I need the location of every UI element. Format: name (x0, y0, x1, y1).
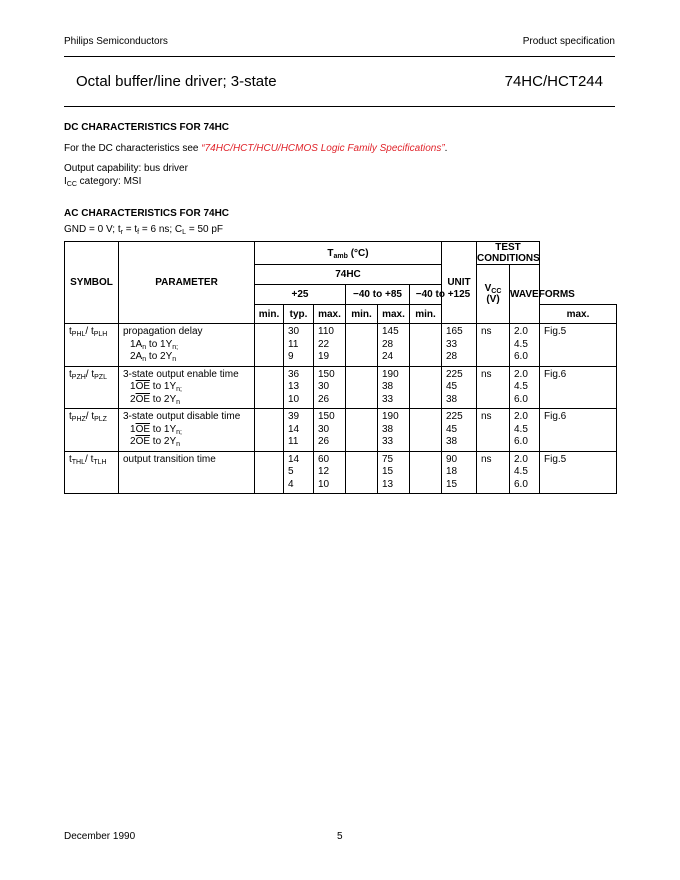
cond-part-4: = 50 pF (186, 224, 224, 235)
sym-sub-a: THL (71, 458, 86, 466)
test-conditions-header: TEST CONDITIONS (477, 242, 540, 264)
value: 2.0 (514, 411, 528, 422)
param-sub: n (176, 441, 181, 448)
symbol-header: SYMBOL (65, 242, 119, 324)
value: 11 (288, 338, 299, 350)
value: 14 (288, 453, 300, 465)
sym-sep: / t (85, 411, 95, 422)
vcc-cell (510, 409, 540, 452)
parameter-line-2 (123, 436, 250, 449)
symbol-cell (65, 451, 119, 494)
value: 33 (382, 393, 394, 405)
value: 18 (446, 466, 458, 477)
cond-part-3: = 6 ns; C (139, 224, 183, 235)
value: 30 (288, 326, 300, 337)
ac-characteristics-table (64, 241, 617, 494)
parameter-label: propagation delay (123, 326, 203, 337)
cond-part-1: GND = 0 V; t (64, 224, 121, 235)
max-85-header: max. (378, 305, 410, 324)
waveform-cell: Fig.6 (540, 366, 617, 409)
value: 15 (382, 466, 394, 477)
min-85-cell (346, 366, 378, 409)
max-125-cell (442, 409, 477, 452)
dc-heading: DC CHARACTERISTICS FOR 74HC (64, 122, 230, 133)
param-overline: $\overline{OE}$ (135, 393, 151, 405)
footer-date: December 1990 (64, 831, 136, 842)
max-125-cell (442, 324, 477, 367)
temp-125-header: −40 to +125 (410, 285, 477, 305)
symbol-cell (65, 366, 119, 409)
min-125-cell (410, 324, 442, 367)
vcc-cell (510, 324, 540, 367)
value: 26 (318, 436, 330, 447)
vcc-cell (510, 366, 540, 409)
parameter-line-2 (123, 351, 250, 364)
table-row (65, 409, 617, 452)
parameter-cell (119, 324, 255, 367)
param-overline: $\overline{OE}$ (135, 423, 151, 435)
cond-sub-l: L (182, 229, 187, 236)
cond-sub-f: f (137, 229, 140, 236)
vcc-cell (510, 451, 540, 494)
value: 22 (318, 338, 330, 350)
waveform-cell: Fig.6 (540, 409, 617, 452)
min-25-cell (255, 324, 284, 367)
value: 38 (446, 436, 458, 447)
param-overline: $\overline{OE}$ (135, 381, 151, 392)
waveforms-header: WAVEFORMS (510, 265, 540, 324)
param-part: to 1Y (150, 381, 177, 392)
tamb-header (255, 242, 442, 265)
max-25-cell (314, 451, 346, 494)
param-part: 2 (130, 393, 136, 405)
param-part: to 1Y (146, 338, 173, 350)
dc-intro-text: For the DC characteristics see (64, 143, 202, 154)
max-125-cell (442, 451, 477, 494)
value: 6.0 (514, 478, 528, 490)
value: 4.5 (514, 423, 528, 435)
table-row (65, 451, 617, 494)
min-85-header: min. (346, 305, 378, 324)
icc-text: category: MSI (76, 176, 142, 187)
value: 38 (446, 393, 458, 405)
icc-category (64, 175, 141, 188)
param-part: to 2Y (150, 436, 177, 447)
value: 9 (288, 351, 294, 362)
param-sub: n (142, 343, 147, 351)
typ-25-cell (284, 451, 314, 494)
sym-t: t (69, 368, 72, 380)
value: 90 (446, 453, 458, 465)
max-125-cell (442, 366, 477, 409)
document-type: Product specification (522, 36, 615, 47)
value: 2.0 (514, 453, 528, 465)
value: 150 (318, 368, 335, 380)
title-rule (64, 106, 615, 107)
family-header: 74HC (255, 265, 442, 285)
max-85-cell (378, 451, 410, 494)
table-row (65, 366, 617, 409)
min-125-header: min. (410, 305, 442, 324)
value: 38 (382, 381, 394, 392)
param-part: 1 (130, 381, 136, 392)
param-sub: n (142, 356, 147, 363)
parameter-line-1 (123, 424, 250, 437)
min-125-cell (410, 366, 442, 409)
sym-t: t (69, 326, 72, 337)
vcc-subscript: CC (491, 288, 502, 295)
value: 28 (446, 351, 458, 362)
max-85-cell (378, 409, 410, 452)
value: 33 (382, 436, 394, 447)
company-name: Philips Semiconductors (64, 36, 168, 47)
parameter-label: output transition time (123, 453, 216, 465)
value: 4.5 (514, 381, 528, 392)
table-row (65, 324, 617, 367)
unit-header: UNIT (442, 242, 477, 324)
value: 10 (288, 393, 300, 405)
vcc-symbol: V (484, 283, 492, 294)
sym-sep: / t (85, 326, 94, 337)
document-title: Octal buffer/line driver; 3-state (76, 73, 277, 90)
sym-sep: / t (85, 453, 94, 465)
sym-sub-a: PHZ (71, 416, 86, 423)
value: 19 (318, 351, 330, 362)
max-25-cell (314, 366, 346, 409)
ac-heading: AC CHARACTERISTICS FOR 74HC (64, 208, 230, 219)
parameter-label: 3-state output enable time (123, 368, 239, 380)
value: 30 (318, 381, 330, 392)
value: 45 (446, 381, 458, 392)
min-125-cell (410, 409, 442, 452)
dc-intro-end: . (444, 143, 448, 154)
symbol-cell (65, 409, 119, 452)
typ-25-cell (284, 409, 314, 452)
value: 38 (382, 423, 394, 435)
value: 2.0 (514, 368, 528, 380)
temp-85-header: −40 to +85 (346, 285, 410, 305)
parameter-cell (119, 409, 255, 452)
typ-25-header: typ. (284, 305, 314, 324)
min-85-cell (346, 451, 378, 494)
output-capability: Output capability: bus driver (64, 163, 188, 174)
waveform-cell: Fig.5 (540, 451, 617, 494)
parameter-header: PARAMETER (119, 242, 255, 324)
min-25-cell (255, 451, 284, 494)
value: 45 (446, 423, 458, 435)
value: 14 (288, 423, 300, 435)
parameter-line-1 (123, 381, 250, 394)
min-25-cell (255, 366, 284, 409)
sym-sub-b: PZL (94, 373, 107, 381)
ac-conditions (64, 223, 223, 236)
sym-t: t (69, 411, 72, 422)
parameter-line-2 (123, 394, 250, 407)
parameter-cell (119, 366, 255, 409)
cond-sub-r: r (120, 229, 123, 236)
value: 145 (382, 326, 399, 337)
value: 12 (318, 466, 330, 477)
max-25-header: max. (314, 305, 346, 324)
value: 24 (382, 351, 394, 362)
sym-sub-a: PZH (71, 373, 86, 381)
typ-25-cell (284, 366, 314, 409)
value: 6.0 (514, 351, 528, 362)
icc-symbol: I (64, 176, 67, 187)
tamb-unit: (°C) (347, 247, 369, 259)
param-part: 1 (130, 423, 136, 435)
value: 4.5 (514, 338, 528, 350)
param-sub: n; (172, 343, 179, 351)
param-sub: n; (176, 428, 182, 436)
dc-intro (64, 142, 447, 155)
value: 5 (288, 466, 294, 477)
family-spec-link[interactable]: “74HC/HCT/HCU/HCMOS Logic Family Specifications” (201, 143, 445, 154)
sym-sub-a: PHL (71, 331, 86, 338)
value: 30 (318, 423, 330, 435)
max-25-cell (314, 409, 346, 452)
tamb-subscript: amb (333, 252, 348, 260)
value: 6.0 (514, 393, 528, 405)
cond-part-2: = t (122, 224, 138, 235)
vcc-unit: (V) (486, 294, 500, 305)
value: 165 (446, 326, 463, 337)
value: 60 (318, 453, 330, 465)
value: 39 (288, 411, 300, 422)
sym-t: t (69, 453, 72, 465)
max-125-header: max. (540, 305, 617, 324)
value: 28 (382, 338, 394, 350)
value: 150 (318, 411, 335, 422)
param-part: to 1Y (150, 423, 177, 435)
param-sub: n; (176, 386, 182, 393)
value: 225 (446, 368, 463, 380)
value: 190 (382, 368, 399, 380)
tamb-symbol: T (327, 247, 334, 259)
min-85-cell (346, 324, 378, 367)
parameter-label: 3-state output disable time (123, 411, 241, 422)
waveform-cell: Fig.5 (540, 324, 617, 367)
icc-subscript: CC (66, 181, 77, 188)
value: 15 (446, 478, 458, 490)
value: 110 (318, 326, 334, 337)
part-number: 74HC/HCT244 (504, 73, 603, 90)
value: 190 (382, 411, 399, 422)
value: 26 (318, 393, 330, 405)
max-85-cell (378, 324, 410, 367)
max-85-cell (378, 366, 410, 409)
temp-25-header: +25 (255, 285, 346, 305)
vcc-header (477, 265, 510, 324)
max-25-cell (314, 324, 346, 367)
sym-sub-b: TLH (93, 458, 107, 466)
value: 13 (382, 478, 394, 490)
value: 11 (288, 436, 299, 447)
param-part: 2 (130, 436, 136, 447)
sym-sub-b: PLZ (94, 416, 107, 423)
param-part: 2A (130, 351, 143, 362)
sym-sub-b: PLH (93, 331, 108, 338)
param-part: 1A (130, 338, 143, 350)
param-part: to 2Y (150, 393, 177, 405)
value: 75 (382, 453, 394, 465)
unit-cell: ns (477, 324, 510, 367)
value: 2.0 (514, 326, 528, 337)
unit-cell: ns (477, 366, 510, 409)
unit-cell: ns (477, 409, 510, 452)
symbol-cell (65, 324, 119, 367)
typ-25-cell (284, 324, 314, 367)
value: 6.0 (514, 436, 528, 447)
value: 36 (288, 368, 300, 380)
header-rule (64, 56, 615, 57)
value: 10 (318, 478, 330, 490)
parameter-line-1 (123, 339, 250, 352)
min-125-cell (410, 451, 442, 494)
value: 225 (446, 411, 463, 422)
sym-sep: / t (85, 368, 95, 380)
min-25-header: min. (255, 305, 284, 324)
param-overline: $\overline{OE}$ (135, 436, 151, 447)
param-part: to 2Y (146, 351, 173, 362)
parameter-cell (119, 451, 255, 494)
min-85-cell (346, 409, 378, 452)
min-25-cell (255, 409, 284, 452)
unit-cell: ns (477, 451, 510, 494)
param-sub: n (172, 356, 177, 363)
param-sub: n (176, 398, 181, 406)
page-number: 5 (337, 831, 343, 842)
value: 4 (288, 478, 294, 490)
value: 4.5 (514, 466, 528, 477)
value: 13 (288, 381, 300, 392)
value: 33 (446, 338, 458, 350)
